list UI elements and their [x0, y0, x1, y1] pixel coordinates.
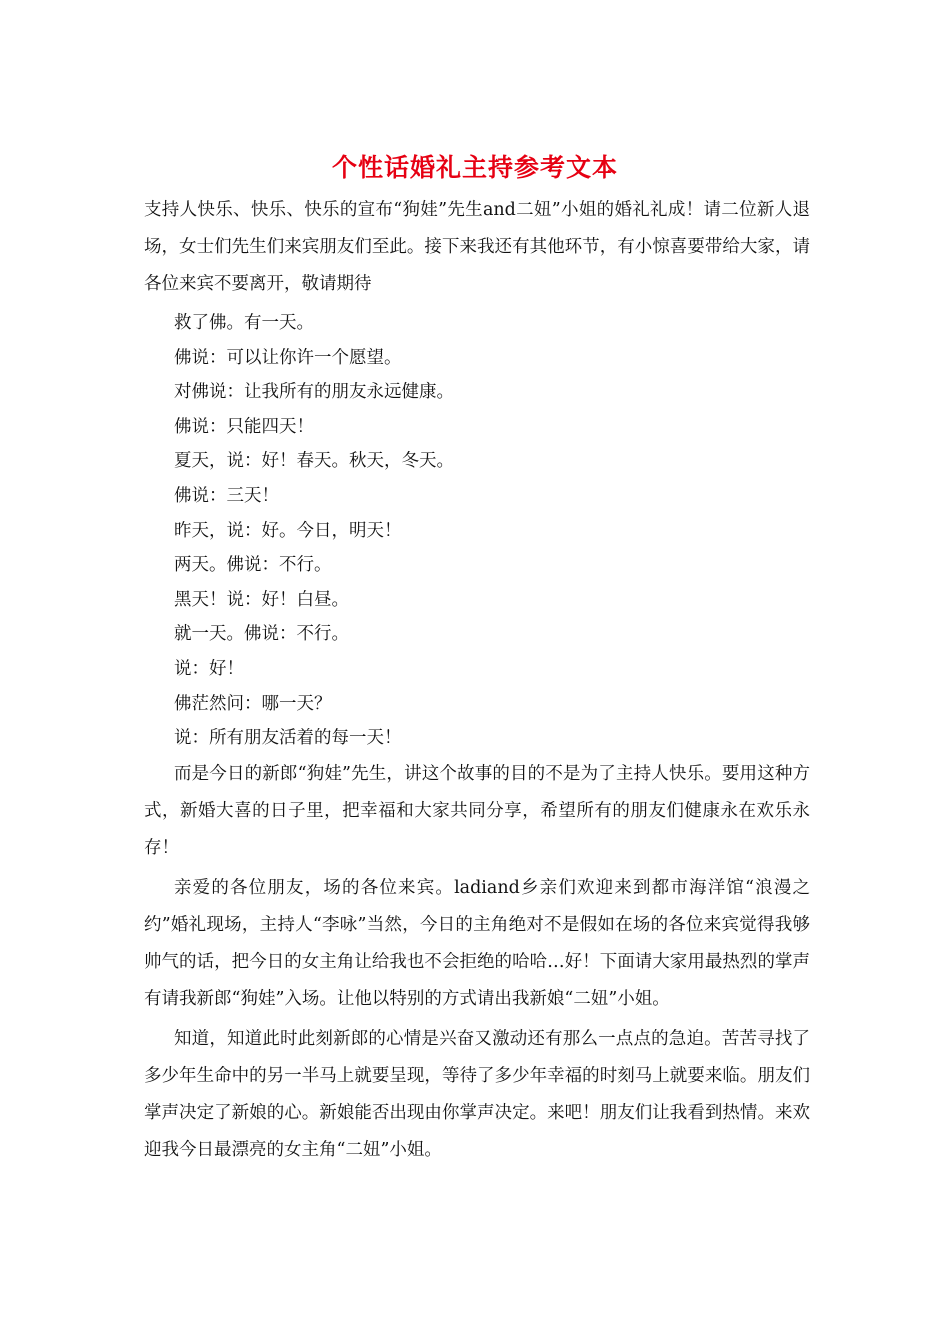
story-line: 黑天！说：好！白昼。: [174, 589, 349, 610]
story-line: 佛说：三天！: [174, 485, 279, 506]
story-line: 佛茫然问：哪一天？: [174, 693, 332, 714]
story-line: 昨天，说：好。今日，明天！: [174, 520, 402, 541]
story-line: 两天。佛说：不行。: [174, 555, 332, 576]
paragraph-groom-story: 而是今日的新郎“狗娃”先生，讲这个故事的目的不是为了主持人快乐。要用这种方式，新婚大喜的日子里，把幸福和大家共同分享，希望所有的朋友们健康永在欢乐永存！: [144, 763, 810, 858]
paragraph-bride-entrance: 知道，知道此时此刻新郎的心情是兴奋又激动还有那么一点点的急迫。苦苦寻找了多少年生命中的另一半马上就要呈现，等待了多少年幸福的时刻马上就要来临。朋友们掌声决定了新娘的心。新娘能否出现由你掌声决定。来吧！朋友们让我看到热情。来欢迎我今日最漂亮的女主角“二妞”小姐。: [144, 1028, 810, 1160]
paragraph-opening: 支持人快乐、快乐、快乐的宣布“狗娃”先生and二妞”小姐的婚礼礼成！请二位新人退场，女士们先生们来宾朋友们至此。接下来我还有其他环节，有小惊喜要带给大家，请各位来宾不要离开，敬请期待: [144, 200, 810, 294]
story-line: 佛说：可以让你许一个愿望。: [174, 347, 402, 368]
document-title: 个性话婚礼主持参考文本: [331, 153, 618, 182]
story-line: 说：所有朋友活着的每一天！: [174, 728, 402, 749]
story-line: 夏天，说：好！春天。秋天，冬天。: [174, 451, 454, 472]
story-line: 对佛说：让我所有的朋友永远健康。: [174, 382, 454, 403]
story-line: 就一天。佛说：不行。: [174, 624, 349, 645]
story-line: 佛说：只能四天！: [174, 416, 314, 437]
paragraph-welcome: 亲爱的各位朋友，场的各位来宾。ladiand乡亲们欢迎来到都市海洋馆“浪漫之约”婚礼现场，主持人“李咏”当然，今日的主角绝对不是假如在场的各位来宾觉得我够帅气的话，把今日的女主角让给我也不会拒绝的哈哈…好！下面请大家用最热烈的掌声有请我新郎“狗娃”入场。让他以特别的方式请出我新娘“二妞”小姐。: [144, 877, 810, 1009]
story-line: 说：好！: [174, 658, 244, 679]
document-body: [144, 192, 810, 1169]
story-line: 救了佛。有一天。: [174, 313, 314, 333]
